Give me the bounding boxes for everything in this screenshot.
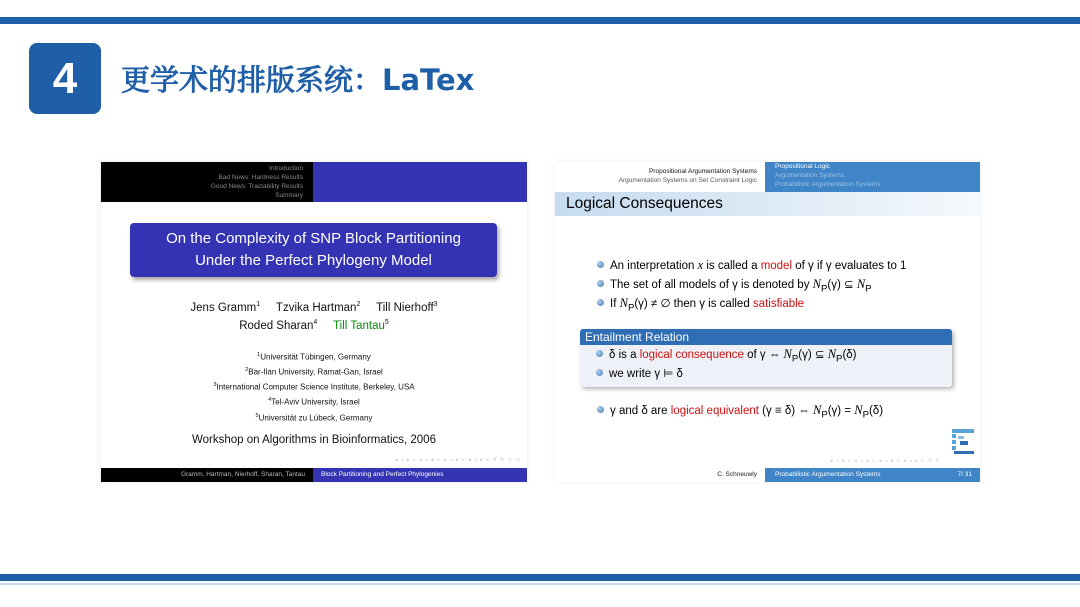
nav-subsection-other[interactable]: Probabilistic Argumentation Systems	[775, 181, 881, 188]
nav-section-summary[interactable]: Summary	[275, 192, 303, 199]
right-slide-thumbnail[interactable]	[555, 162, 980, 482]
affiliation-item: $^5$Universität zu Lübeck, Germany	[255, 412, 373, 423]
affiliation-item: $^2$Bar-Ilan University, Ramat-Gan, Israel	[245, 367, 383, 377]
nav-subsection-other[interactable]: Argumentation Systems	[775, 172, 845, 179]
block-item-consequence: δ is a logical consequence of γ ⇔ $N_P(\gamma)$ ⊆ $N_P(\delta)$	[596, 347, 857, 364]
author-name: Tzvika Hartman	[275, 301, 357, 314]
bullet-icon	[596, 369, 603, 376]
paper-title-box	[130, 223, 497, 277]
top-rule	[0, 17, 1080, 24]
section-number-badge: 4	[29, 43, 101, 114]
university-logo-icon	[948, 427, 976, 455]
right-slide-nav-left	[555, 162, 765, 192]
right-slide-nav-right	[765, 162, 980, 192]
bottom-rule	[0, 574, 1080, 581]
authors-row-2: Roded Sharan$^4$ Till Tantau$^5$	[239, 319, 389, 332]
slide-title: 更学术的排版系统：LaTex	[121, 63, 475, 97]
bottom-rule-light	[0, 583, 1080, 585]
nav-subsection-current[interactable]: Propositional Logic	[775, 163, 830, 170]
nav-section-tractability[interactable]: Good News: Tractability Results	[210, 183, 303, 190]
beamer-navigation-symbols[interactable]: ◂ ◃ ▸ ▹ ◂ ◃ ▸ ▹ ◂ ◃ ▸ ▹ ◂ ◃ ▸ ▹ ↺ ↻ ⊂ ⊃	[394, 457, 521, 463]
page-number: 7/ 31	[957, 471, 972, 478]
footer-title: Probabilistic Argumentation Systems	[775, 471, 881, 478]
affiliation-item: $^1$Universität Tübingen, Germany	[257, 352, 371, 362]
nav-section-introduction[interactable]: Introduction	[269, 165, 303, 172]
paper-title-line1: On the Complexity of SNP Block Partitioning	[166, 230, 461, 247]
bullet-icon	[597, 280, 604, 287]
entailment-block	[580, 329, 952, 387]
bullet-icon	[596, 350, 603, 357]
footer-short-title: Block Partitioning and Perfect Phylogenies	[313, 468, 527, 482]
bullet-equivalent: γ and δ are logical equivalent (γ ≡ δ) ⇔ $N_P(\gamma) = N_P(\delta)$	[597, 403, 883, 420]
bullet-icon	[597, 261, 604, 268]
block-title: Entailment Relation	[580, 329, 952, 345]
nav-section-other[interactable]: Argumentation Systems on Set Constraint Logic	[618, 177, 757, 184]
footer-author: C. Schneuwly	[555, 468, 765, 482]
nav-section-hardness[interactable]: Bad News: Hardness Results	[218, 174, 303, 181]
frame-title: Logical Consequences	[555, 192, 980, 216]
affiliation-item: $^3$International Computer Science Institute, Berkeley, USA	[213, 382, 415, 392]
bullet-model: An interpretation x is called a model of γ if γ evaluates to 1	[597, 258, 906, 273]
left-slide-thumbnail[interactable]	[101, 162, 527, 482]
nav-section-current[interactable]: Propositional Argumentation Systems	[648, 168, 757, 175]
authors-row-1: Jens Gramm$^1$ Tzvika Hartman$^2$ Till Nierhoff$^3$	[190, 301, 438, 314]
affiliations-list	[101, 349, 527, 425]
author-name-highlighted: Till Tantau	[333, 319, 385, 332]
venue-line: Workshop on Algorithms in Bioinformatics, 2006	[192, 434, 436, 446]
bullet-models-set: The set of all models of γ is denoted by $N_P(\gamma)$ ⊆ $N_P$	[597, 277, 872, 294]
author-name: Roded Sharan	[239, 319, 314, 332]
author-name: Jens Gramm	[190, 301, 257, 314]
bullet-satisfiable: If $N_P(\gamma)$ ≠ ∅ then γ is called satisfiable	[597, 296, 804, 313]
footer-authors: Gramm, Hartman, Nierhoff, Sharan, Tantau	[101, 468, 313, 482]
bullet-icon	[597, 299, 604, 306]
paper-title-line2: Under the Perfect Phylogeny Model	[195, 252, 432, 269]
left-slide-footer	[101, 468, 527, 482]
affiliation-item: $^4$Tel-Aviv University, Israel	[268, 397, 360, 408]
bullet-icon	[597, 406, 604, 413]
left-slide-section-list	[211, 164, 303, 200]
left-slide-nav-bar	[101, 162, 527, 202]
right-slide-footer	[765, 468, 980, 482]
block-item-notation: we write γ ⊨ δ	[596, 366, 683, 380]
beamer-navigation-symbols[interactable]: ◂ ◃ ▸ ▹ ◂ ◃ ▸ ▹ ◂ ◃ ▸ ▹ ◂ ◃ ▸ ▹ ↺ ↻	[830, 458, 941, 464]
author-name: Till Nierhoff	[376, 301, 434, 314]
